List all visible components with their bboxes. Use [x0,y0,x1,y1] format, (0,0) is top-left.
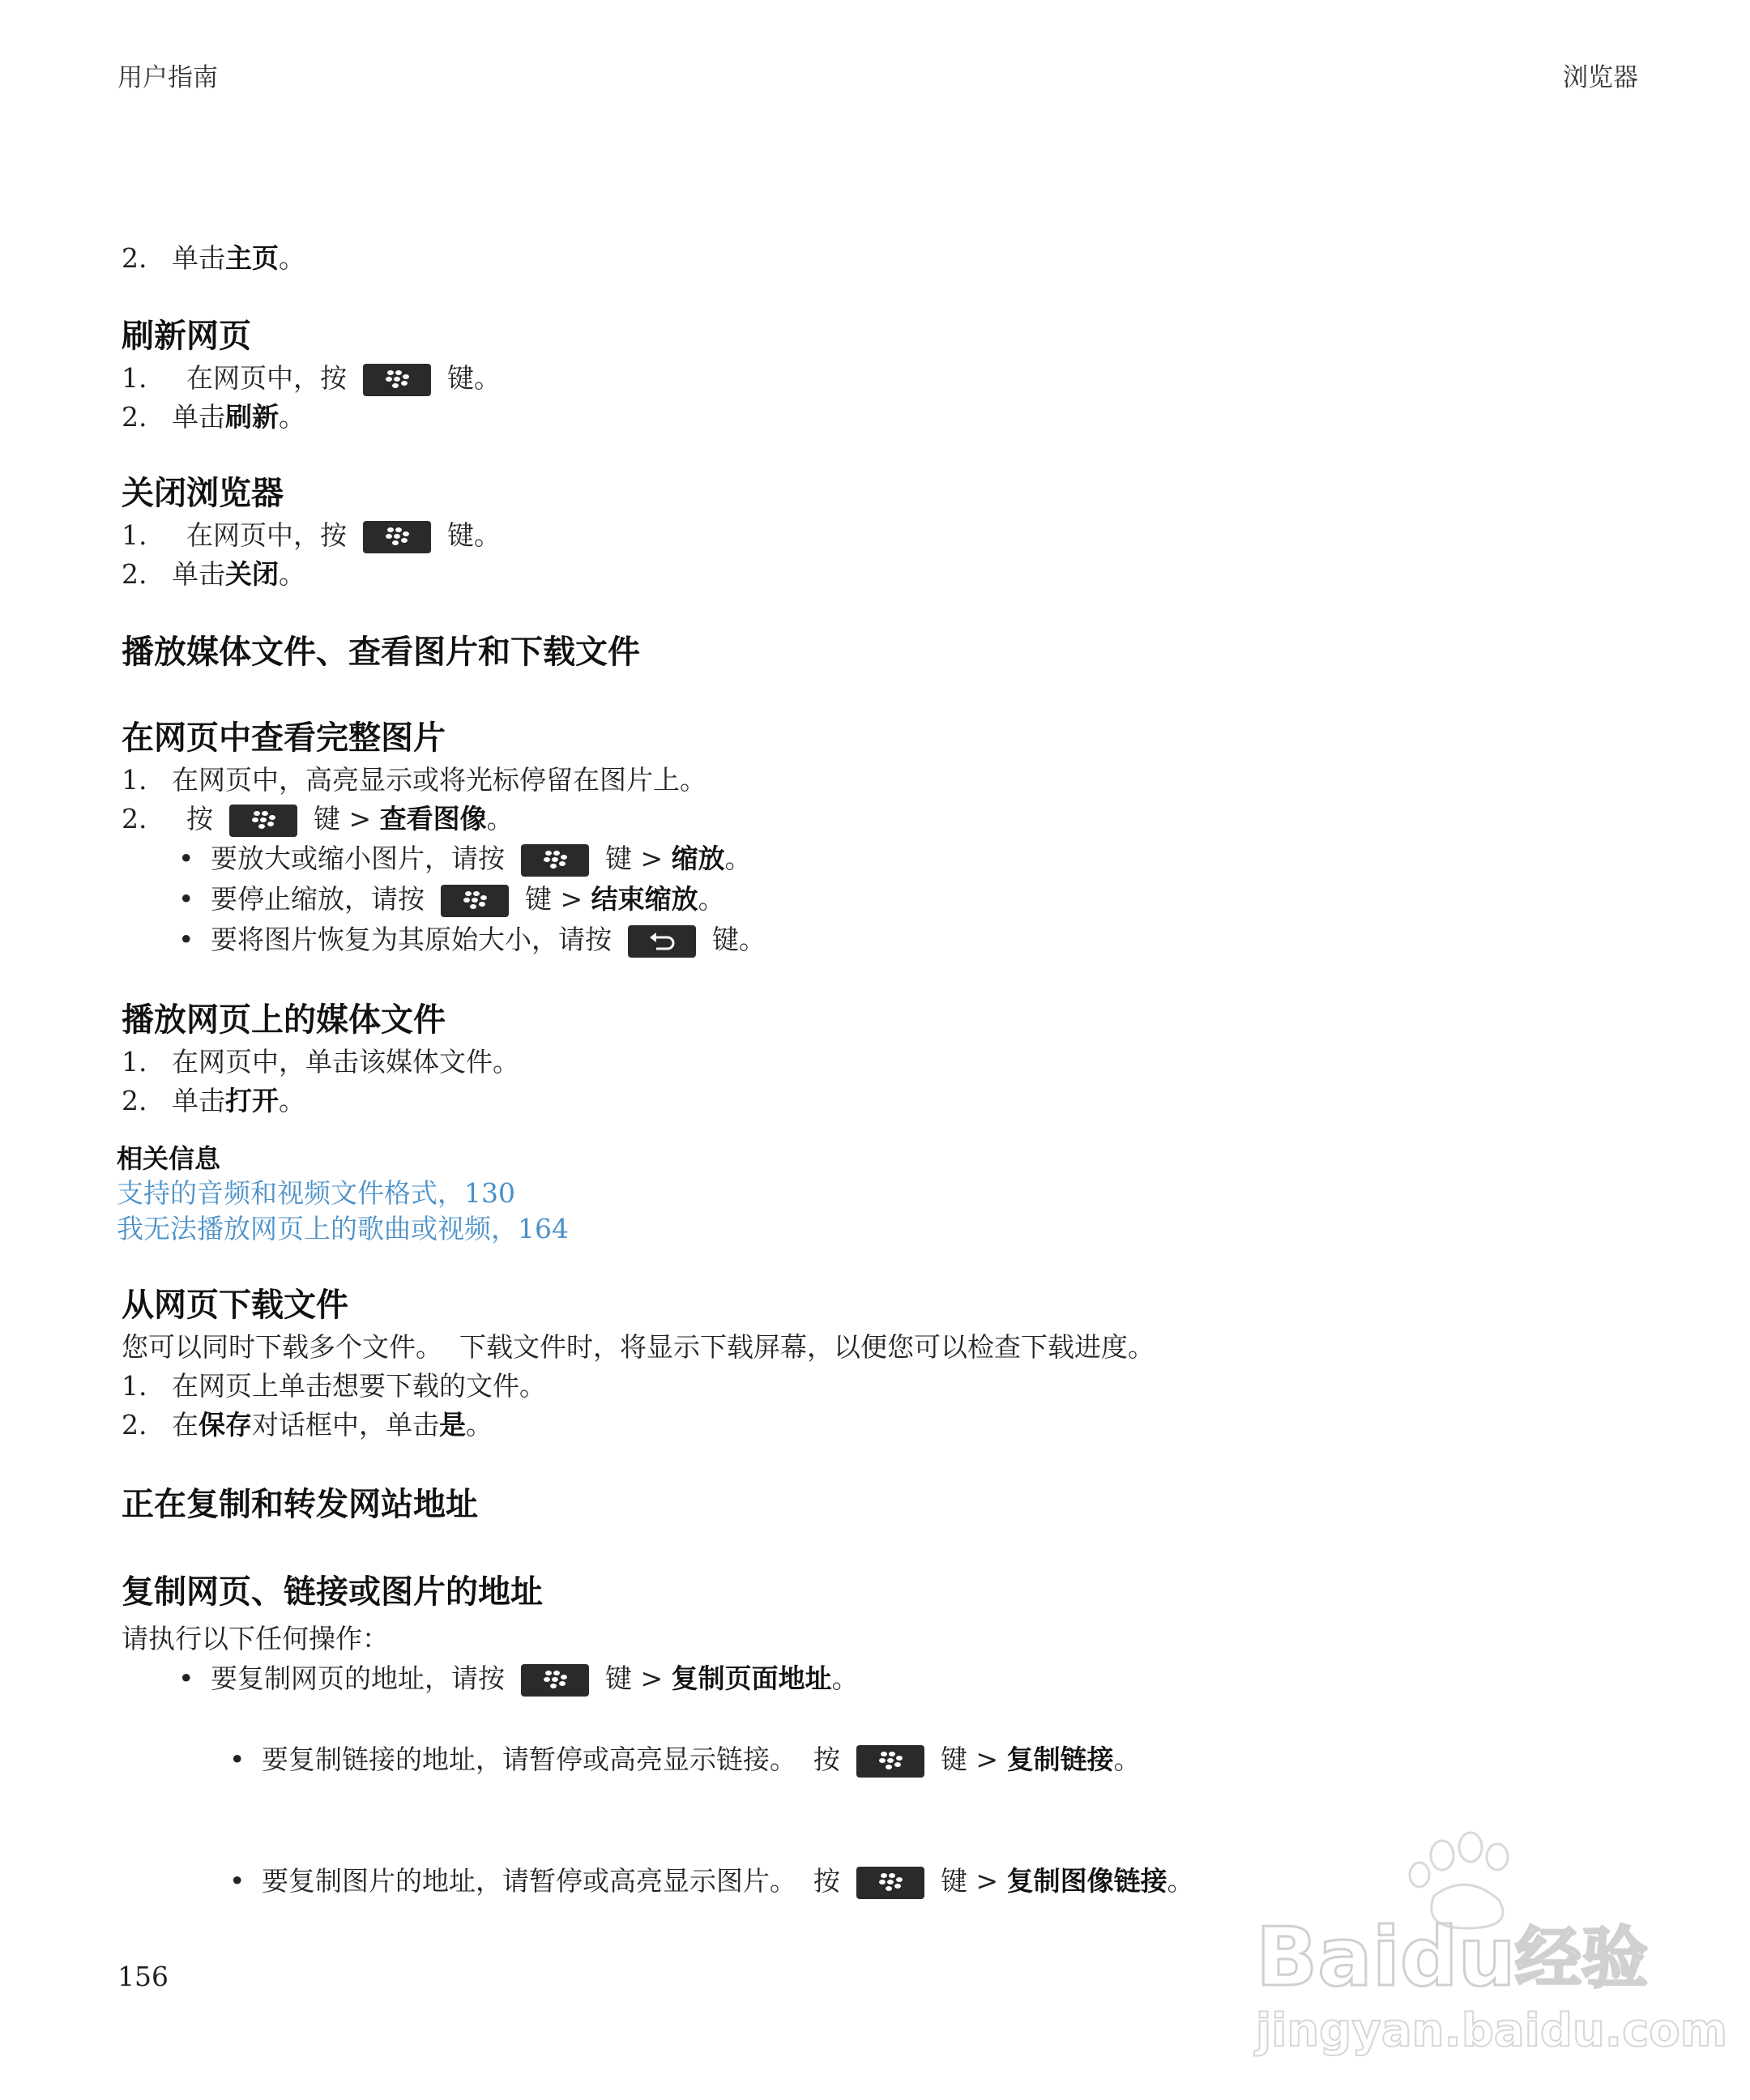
download-intro: 您可以同时下载多个文件。 下载文件时，将显示下载屏幕，以便您可以检查下载进度。 [122,1331,1155,1363]
bullet-zoom: • 要放大或缩小图片，请按 键 > 缩放。 [122,839,1661,879]
ui-term: 查看图像 [379,803,487,834]
heading-copy-address: 复制网页、链接或图片的地址 [122,1573,543,1611]
ui-term: 缩放 [671,843,725,874]
heading-refresh: 刷新网页 [122,318,251,355]
bullet-icon: • [178,924,194,955]
heading-media-section: 播放媒体文件、查看图片和下载文件 [122,634,640,671]
blackberry-menu-key-icon [856,1867,924,1899]
header-section-title: 浏览器 [1563,63,1638,92]
step-refresh-1: 1. 在网页中，按 键。 [122,359,1661,398]
ui-term: 是 [439,1409,466,1441]
ui-term: 刷新 [225,401,279,433]
step-play-media-1: 1. 在网页中，单击该媒体文件。 [122,1046,519,1078]
bullet-copy-link: • 要复制链接的地址，请暂停或高亮显示链接。 按 键 > 复制链接。 [122,1699,1661,1820]
blackberry-menu-key-icon [856,1745,924,1778]
bullet-icon: • [228,1744,245,1775]
watermark-suffix-text: 经验 [1515,1920,1649,1997]
step-download-2: 2. 在保存对话框中，单击是。 [122,1409,493,1441]
ui-term: 保存 [198,1409,252,1441]
heading-view-image: 在网页中查看完整图片 [122,719,446,757]
watermark-url-text: jingyan.baidu.com [1256,2004,1728,2057]
heading-close-browser: 关闭浏览器 [122,475,284,512]
related-link-formats[interactable]: 支持的音频和视频文件格式，130 [117,1177,515,1209]
header-guide-title: 用户指南 [117,63,218,92]
blackberry-menu-key-icon [521,1664,589,1697]
blackberry-menu-key-icon [363,521,431,553]
step-download-1: 1. 在网页上单击想要下载的文件。 [122,1370,546,1402]
ui-term: 复制链接 [1006,1744,1114,1775]
baidu-jingyan-watermark-logo [1248,1823,1728,2066]
bullet-restore-size: • 要将图片恢复为其原始大小，请按 键。 [122,920,1661,960]
heading-copy-section: 正在复制和转发网站地址 [122,1486,478,1523]
step-close-1: 1. 在网页中，按 键。 [122,516,1661,555]
ui-term: 结束缩放 [591,883,698,915]
page-number: 156 [117,1961,169,1992]
related-link-cannot-play[interactable]: 我无法播放网页上的歌曲或视频，164 [117,1213,569,1244]
ui-term: 复制图像链接 [1006,1865,1167,1897]
main-content [117,239,1661,1942]
heading-play-media: 播放网页上的媒体文件 [122,1001,446,1039]
blackberry-menu-key-icon [441,885,509,917]
bullet-icon: • [228,1865,245,1897]
ui-term: 打开 [225,1085,279,1116]
ui-term: 复制页面地址 [671,1662,832,1694]
ui-term: 关闭 [225,558,279,590]
copy-intro: 请执行以下任何操作： [122,1623,389,1654]
heading-download: 从网页下载文件 [122,1287,348,1324]
step-view-image-2: 2. 按 键 > 查看图像。 [122,800,1661,839]
back-key-icon [628,925,696,958]
bullet-icon: • [178,883,194,915]
step-play-media-2: 2. 单击打开。 [122,1085,305,1116]
bullet-copy-page: • 要复制网页的地址，请按 键 > 复制页面地址。 [122,1658,1661,1699]
blackberry-menu-key-icon [521,844,589,877]
related-info-title: 相关信息 [117,1143,221,1174]
blackberry-menu-key-icon [363,364,431,396]
step-refresh-2: 2. 单击刷新。 [122,401,305,433]
bullet-icon: • [178,843,194,874]
ui-term: 主页 [225,242,279,274]
step-close-2: 2. 单击关闭。 [122,558,305,590]
bullet-icon: • [178,1662,194,1694]
step-home: 2. 单击主页。 [122,242,305,274]
bullet-stop-zoom: • 要停止缩放，请按 键 > 结束缩放。 [122,879,1661,920]
blackberry-menu-key-icon [229,805,297,837]
watermark-brand-text: Baidu [1256,1910,1516,2004]
step-view-image-1: 1. 在网页中，高亮显示或将光标停留在图片上。 [122,764,706,796]
bullet-copy-image: • 要复制图片的地址，请暂停或高亮显示图片。 按 键 > 复制图像链接。 [122,1820,1661,1942]
